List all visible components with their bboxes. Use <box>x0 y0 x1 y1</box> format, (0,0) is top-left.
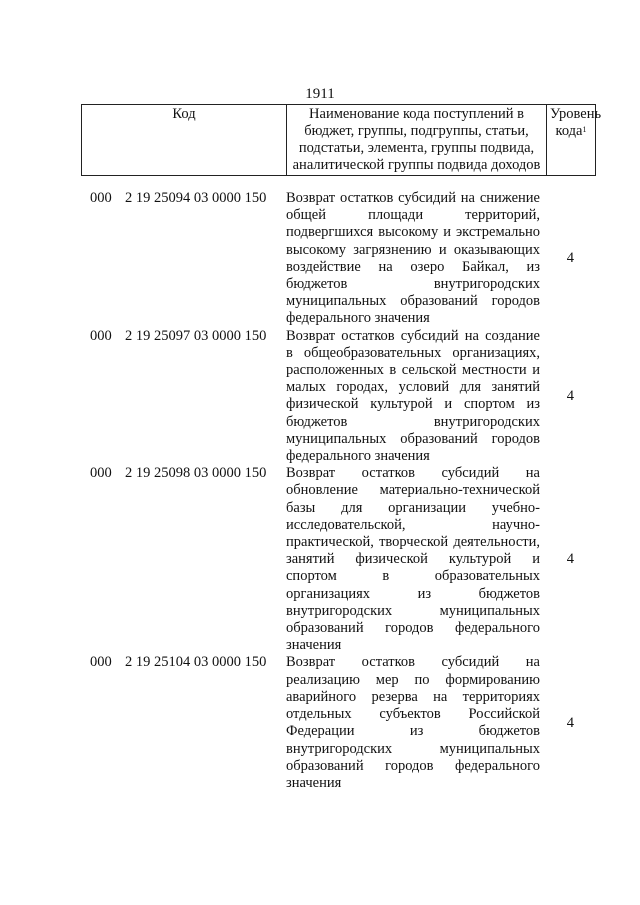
table-header <box>81 104 602 176</box>
header-code-label: Код <box>172 106 196 122</box>
income-name: Возврат остатков субсидий на обновление материально-технической базы для организации учебно-исследовательской, научно-практической, творческой деятельности, занятий физической культурой и спортом в образовательных организациях из бюджетов внутригородских муниципальных образований городов федерального значения <box>286 465 540 654</box>
income-name: Возврат остатков субсидий на реализацию мер по формированию аварийного резерва на территориях отдельных субъектов Российской Федерации из бюджетов внутригородских муниципальных образований городов федерального значения <box>286 654 540 791</box>
table-row <box>81 328 574 466</box>
income-code: 2 19 25098 03 0000 150 <box>125 465 267 482</box>
admin-code: 000 <box>90 327 112 344</box>
income-code: 2 19 25104 03 0000 150 <box>125 654 267 671</box>
code-level: 4 <box>566 250 574 267</box>
admin-code: 000 <box>90 465 112 482</box>
header-name <box>287 105 547 176</box>
table-row <box>81 190 574 328</box>
code-level: 4 <box>566 387 574 404</box>
income-code: 2 19 25094 03 0000 150 <box>125 190 267 206</box>
code-level: 4 <box>566 551 574 568</box>
income-name: Возврат остатков субсидий на создание в общеобразовательных организациях, расположенных в сельской местности и малых городах, условий для занятий физической культурой и спортом из бюджетов внутригородских муниципальных образований городов федерального значения <box>286 327 540 465</box>
code-level: 4 <box>566 714 574 731</box>
table-body <box>81 190 574 792</box>
header-level-label: Уровень кода <box>550 106 602 139</box>
header-code <box>82 105 287 176</box>
income-code: 2 19 25097 03 0000 150 <box>125 327 267 344</box>
admin-code: 000 <box>90 190 112 206</box>
header-level <box>547 105 602 176</box>
page-number: 1911 <box>305 86 335 102</box>
admin-code: 000 <box>90 654 112 671</box>
table-row <box>81 654 574 792</box>
footnote-marker: 1 <box>582 125 587 134</box>
header-name-label: Наименование кода поступлений в бюджет, группы, подгруппы, статьи, подстатьи, элемента, группы подвида, аналитической группы подвида доходов <box>292 106 541 173</box>
table-row <box>81 465 574 654</box>
income-name: Возврат остатков субсидий на снижение общей площади территорий, подвергшихся высокому и экстремально высокому загрязнению и оказывающих воздействие на озеро Байкал, из бюджетов внутригородских муниципальных образований городов федерального значения <box>286 190 540 327</box>
